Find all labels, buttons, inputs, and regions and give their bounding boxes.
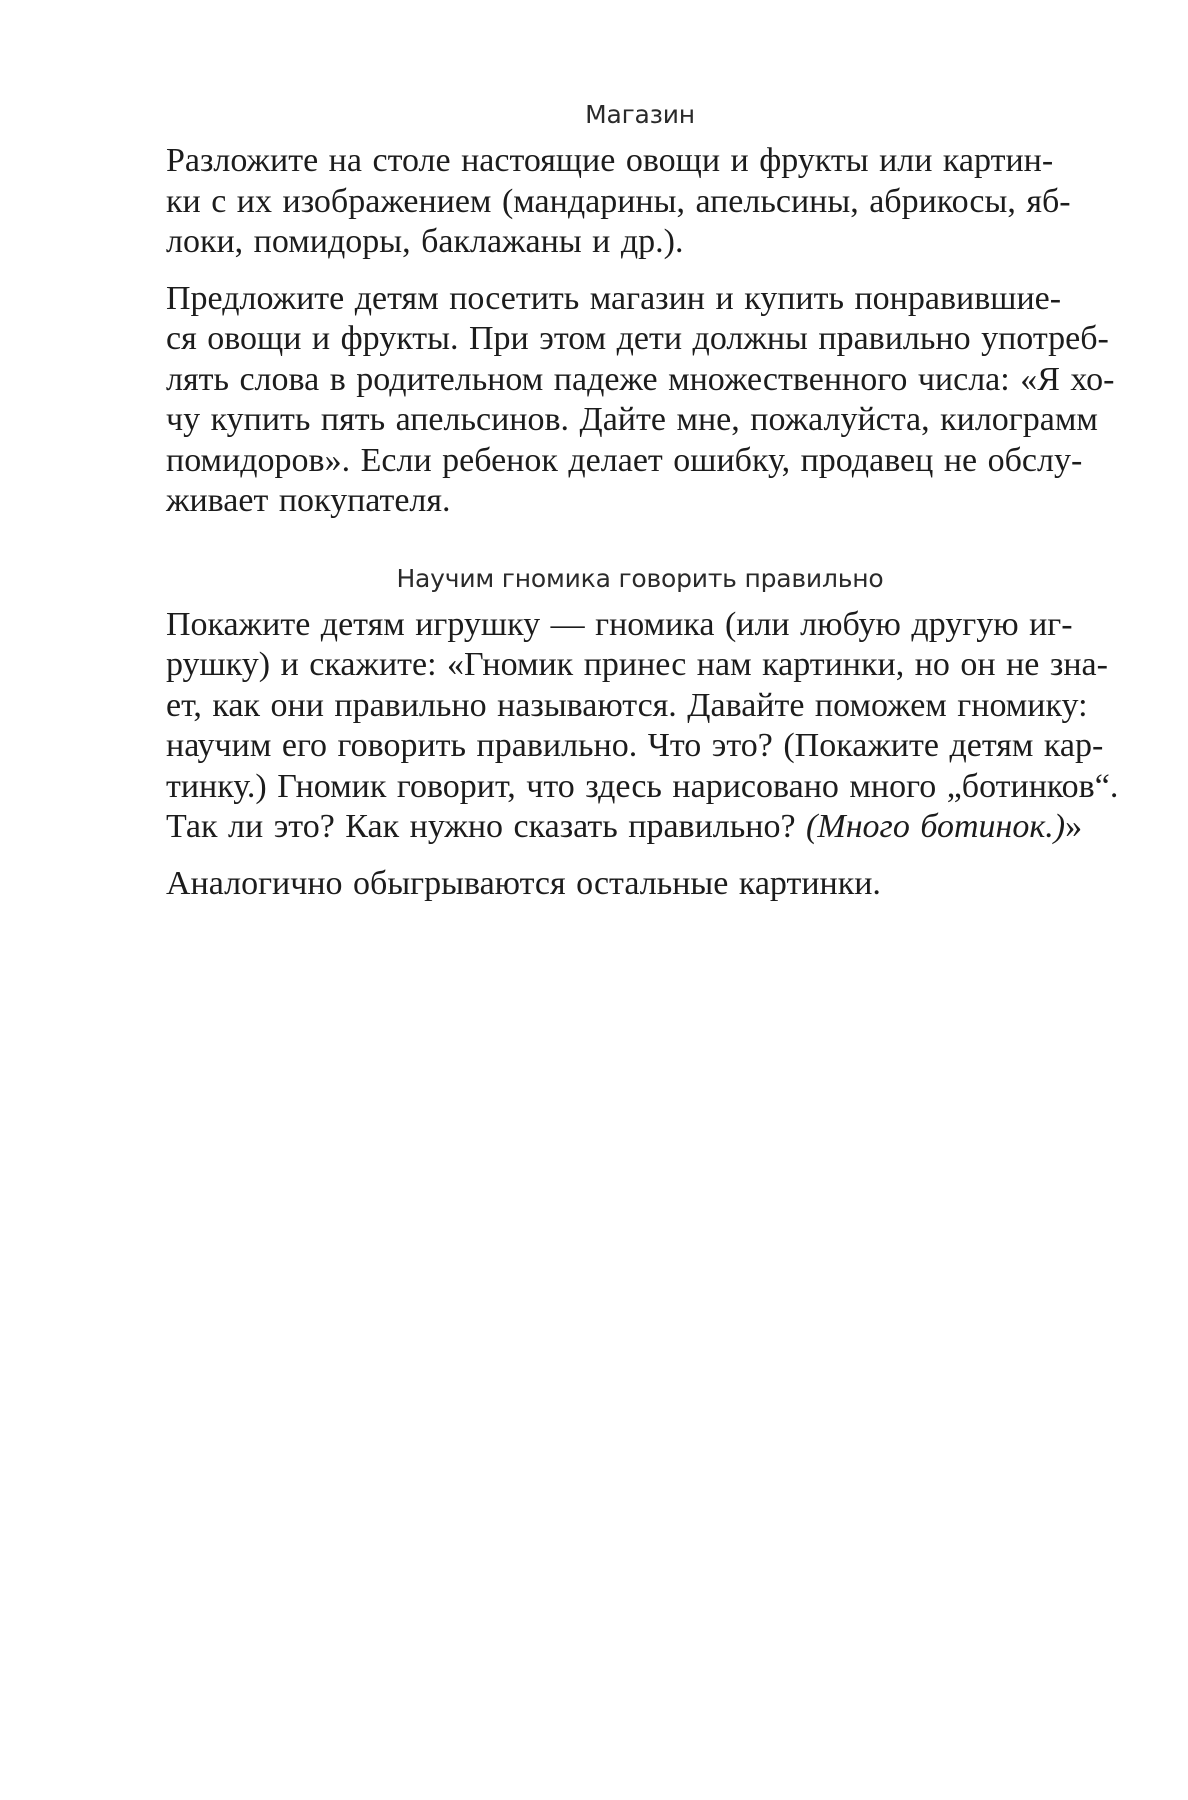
italic-answer: (Много ботинок.) <box>806 808 1066 845</box>
text-line: Разложите на столе настоящие овощи и фрукты или картин- <box>166 142 1054 179</box>
text-line: помидоров». Если ребенок делает ошибку, продавец не обслу- <box>166 441 1083 479</box>
text-line: ет, как они правильно называются. Давайте поможем гномику: <box>166 686 1088 724</box>
section-title: Научим гномика говорить правильно <box>396 563 884 593</box>
section-shop <box>160 100 1120 522</box>
text-line: научим его говорить правильно. Что это? (Покажите детям кар- <box>166 727 1104 764</box>
text-line: Покажите детям игрушку — гномика (или любую другую иг- <box>166 605 1073 643</box>
text-line <box>160 807 1120 848</box>
text-line: рушку) и скажите: «Гномик принес нам картинки, но он не зна- <box>166 646 1108 683</box>
text-line: живает покупателя. <box>166 482 451 519</box>
paragraph <box>160 605 1120 848</box>
text-line: локи, помидоры, баклажаны и др.). <box>166 223 684 260</box>
text-line: Аналогично обыгрываются остальные картинки. <box>166 864 881 902</box>
text-line: тинку.) Гномик говорит, что здесь нарисовано много „ботинков“. <box>166 767 1119 805</box>
text-line: Предложите детям посетить магазин и купить понравившие- <box>166 279 1062 317</box>
text-line: ся овощи и фрукты. При этом дети должны правильно употреб- <box>166 320 1109 357</box>
paragraph <box>160 279 1120 522</box>
section-title: Магазин <box>585 100 695 129</box>
text-line: ки с их изображением (мандарины, апельсины, абрикосы, яб- <box>166 182 1071 220</box>
text-line: лять слова в родительном падеже множественного числа: «Я хо- <box>166 360 1115 398</box>
document-page <box>160 100 1120 920</box>
text-line: чу купить пять апельсинов. Дайте мне, пожалуйста, килограмм <box>166 401 1098 438</box>
text-segment: Так ли это? Как нужно сказать правильно? <box>166 808 807 845</box>
blank-page-area <box>0 860 1188 1800</box>
section-gnome <box>160 564 1120 905</box>
paragraph <box>160 141 1120 263</box>
closing-quote: » <box>1065 808 1083 845</box>
